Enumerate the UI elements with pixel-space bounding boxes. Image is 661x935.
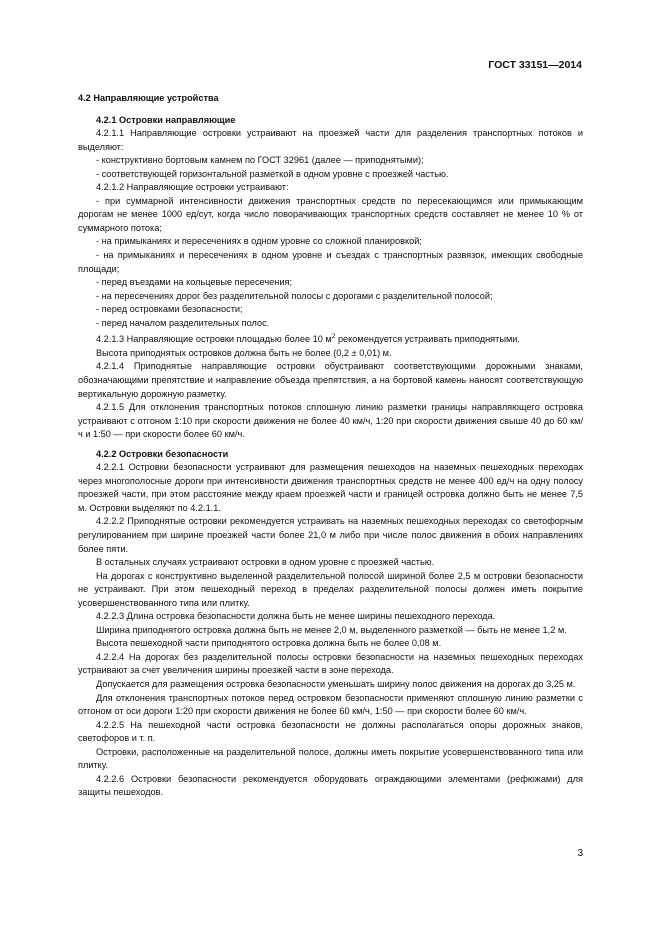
paragraph: Высота приподнятых островков должна быть не более (0,2 ± 0,01) м. xyxy=(96,347,392,358)
section-heading: 4.2 Направляющие устройства xyxy=(78,93,219,103)
paragraph: Ширина приподнятого островка должна быть не менее 2,0 м, выделенного разметкой — быть не менее 1,2 м. xyxy=(96,624,567,635)
paragraph: Высота пешеходной части приподнятого островка должна быть не более 0,08 м. xyxy=(96,638,442,649)
paragraph: - соответствующей горизонтальной разметкой в одном уровне с проезжей частью. xyxy=(96,168,449,179)
paragraph: На дорогах с конструктивно выделенной разделительной полосой шириной более 2,5 м островки безопасности не устраивают. При этом пешеходный переход в пределах разделительной полосы должен иметь покрытие усовершенствованного типа или плитку. xyxy=(78,570,583,608)
paragraph: - на примыканиях и пересечениях в одном уровне со сложной планировкой; xyxy=(96,236,422,247)
document-body xyxy=(78,92,583,800)
paragraph: - конструктивно бортовым камнем по ГОСТ 32961 (далее — приподнятыми); xyxy=(96,155,424,166)
paragraph: 4.2.2.6 Островки безопасности рекомендуется оборудовать ограждающими элементами (рефюжами) для защиты пешеходов. xyxy=(78,773,583,798)
document-header: ГОСТ 33151—2014 xyxy=(488,59,582,71)
paragraph: 4.2.2.5 На пешеходной части островка безопасности не должны располагаться опоры дорожных знаков, светофоров и т. п. xyxy=(78,719,583,744)
paragraph: В остальных случаях устраивают островки в одном уровне с проезжей частью. xyxy=(96,557,435,568)
paragraph: Островки, расположенные на разделительной полосе, должны иметь покрытие усовершенствованного типа или плитку. xyxy=(78,746,583,771)
paragraph: Допускается для размещения островка безопасности уменьшать ширину полос движения на дорогах до 3,25 м. xyxy=(96,679,576,690)
paragraph: 4.2.1.2 Направляющие островки устраивают: xyxy=(96,182,289,193)
paragraph: 4.2.2.3 Длина островка безопасности должна быть не менее ширины пешеходного перехода. xyxy=(96,611,496,622)
paragraph: 4.2.1.5 Для отклонения транспортных потоков сплошную линию разметки границы направляющего островка устраивают с отгоном 1:10 при скорости движения не более 40 км/ч, 1:20 при скорости движения свыше 40 до 60 км/ч и 1:50 — при скорости более 60 км/ч. xyxy=(78,402,583,440)
paragraph: 4.2.2.1 Островки безопасности устраивают для размещения пешеходов на наземных пешеходных переходах через многополосные дороги при интенсивности движения транспортных средств не менее 400 ед/ч на одну полосу проезжей части, при этом расстояние между краем проезжей части и границей островка должно быть не менее 7,5 м. Островки выделяют по 4.2.1.1. xyxy=(78,462,583,513)
paragraph: - на пересечениях дорог без разделительной полосы с дорогами с разделительной полосой; xyxy=(96,290,493,301)
subsection-heading: 4.2.1 Островки направляющие xyxy=(96,114,236,125)
paragraph: 4.2.2.2 Приподнятые островки рекомендуется устраивать на наземных пешеходных переходах со светофорным регулированием при ширине проезжей части более 21,0 м либо при числе полос движения в обоих направлениях более пяти. xyxy=(78,516,583,554)
paragraph: - перед островками безопасности; xyxy=(96,304,243,315)
paragraph: - на примыканиях и пересечениях в одном уровне и съездах с транспортных развязок, имеющих свободные площади; xyxy=(78,250,583,274)
paragraph: 4.2.1.1 Направляющие островки устраивают на проезжей части для разделения транспортных потоков и выделяют: xyxy=(78,128,583,152)
superscript: 2 xyxy=(331,333,336,341)
paragraph: - при суммарной интенсивности движения транспортных средств по пересекающимся или примыкающим дорогам не менее 1000 ед/сут, когда число поворачивающих транспортных средств составляет не менее 10 % от суммарного потока; xyxy=(78,195,583,233)
paragraph: - перед въездами на кольцевые пересечения; xyxy=(96,277,292,288)
paragraph: - перед началом разделительных полос. xyxy=(96,317,270,328)
paragraph: 4.2.2.4 На дорогах без разделительной полосы островки безопасности на наземных пешеходных переходах устраивают за счет увеличения ширины проезжей части в зоне перехода. xyxy=(78,651,583,676)
paragraph: 4.2.1.3 Направляющие островки площадью более 10 $м^2$ рекомендуется устраивать приподнятыми. xyxy=(96,333,520,345)
subsection-heading: 4.2.2 Островки безопасности xyxy=(96,448,229,459)
paragraph: Для отклонения транспортных потоков перед островком безопасности применяют сплошную линию разметки с отгоном от оси дороги 1:20 при скорости движения не более 60 км/ч, 1:50 — при скорости более 60 км/ч. xyxy=(78,692,583,717)
page-number: 3 xyxy=(577,848,583,859)
paragraph: 4.2.1.4 Приподнятые направляющие островки обустраивают соответствующими дорожными знаками, обозначающими препятствие и направление объезда препятствия, а на бортовой камень наносят соответствующую вертикальную дорожную разметку. xyxy=(78,361,583,399)
